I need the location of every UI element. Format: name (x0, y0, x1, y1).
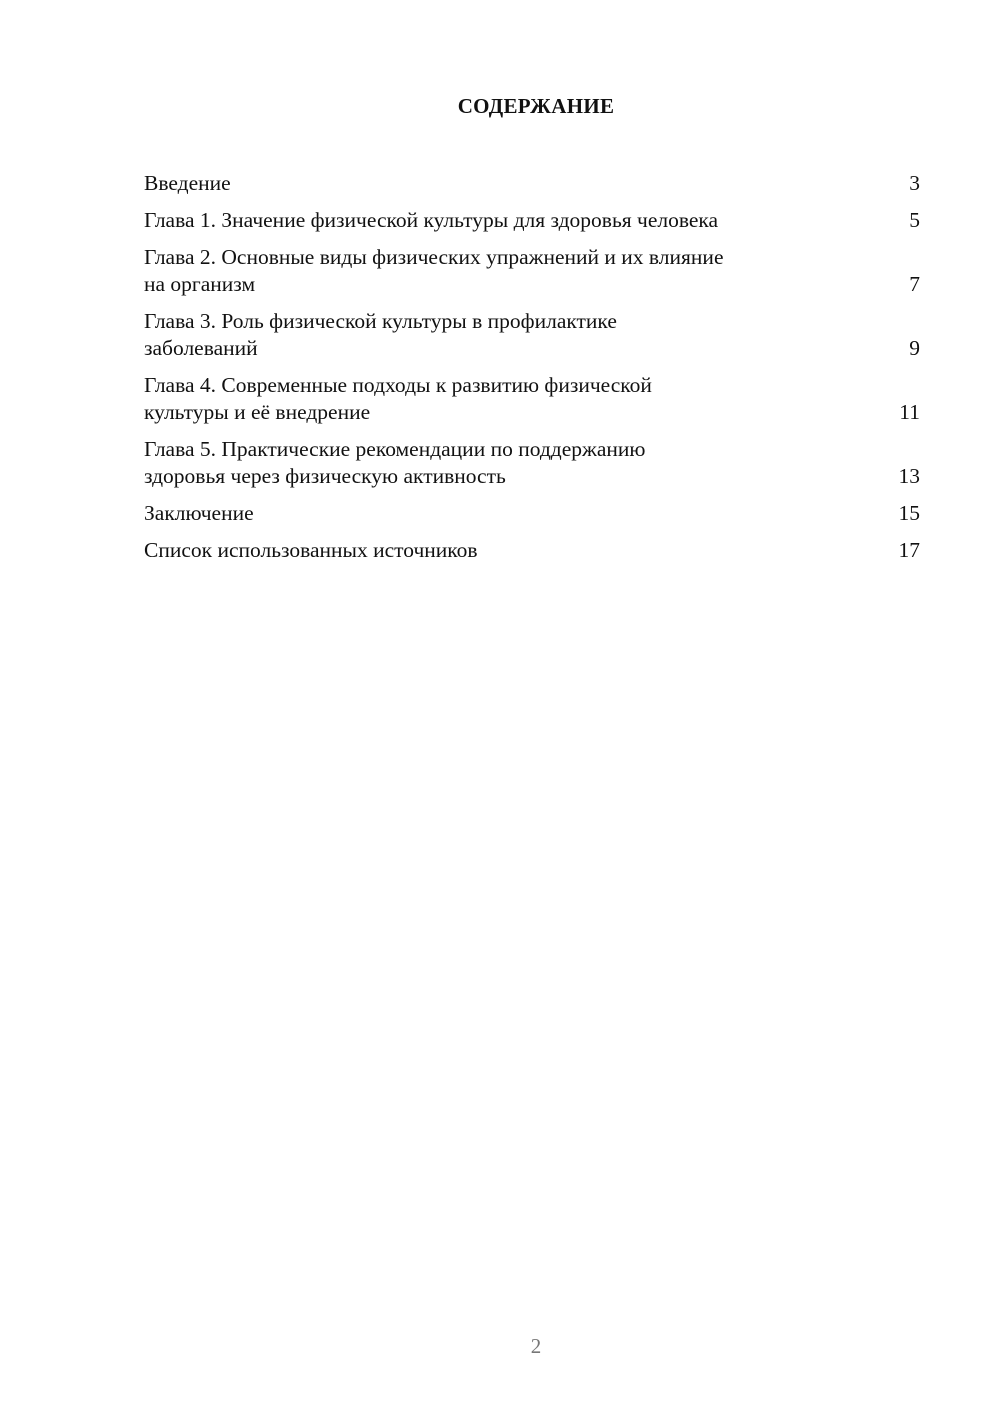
toc-entry-page: 9 (909, 336, 920, 360)
toc-entry-label: Список использованных источников (144, 538, 478, 562)
toc-entry-page: 11 (899, 400, 920, 424)
toc-entry-label: Глава 5. Практические рекомендации по поддержанию здоровья через физическую активность (144, 437, 646, 488)
toc-entry-conclusion[interactable] (144, 500, 920, 527)
toc-entry-page: 3 (909, 171, 920, 195)
toc-entry-label: Глава 3. Роль физической культуры в профилактике заболеваний (144, 309, 617, 360)
toc-entry-chapter-4[interactable] (144, 372, 920, 426)
toc-entry-introduction[interactable] (144, 170, 920, 197)
toc-entry-page: 15 (898, 501, 920, 525)
toc-entry-chapter-3[interactable] (144, 308, 920, 362)
toc-entry-references[interactable] (144, 537, 920, 564)
toc-title: СОДЕРЖАНИЕ (457, 94, 615, 118)
toc-entry-page: 5 (909, 208, 920, 232)
toc-entry-label: Глава 1. Значение физической культуры для здоровья человека (144, 208, 719, 232)
page-number: 2 (530, 1334, 542, 1358)
toc-entry-page: 13 (898, 464, 920, 488)
toc-entry-page: 7 (909, 272, 920, 296)
toc-entry-label: Введение (144, 171, 231, 195)
toc-entry-chapter-1[interactable] (144, 207, 920, 234)
toc-entry-chapter-5[interactable] (144, 436, 920, 490)
table-of-contents (144, 170, 920, 574)
toc-entry-label: Заключение (144, 501, 254, 525)
toc-entry-label: Глава 2. Основные виды физических упражнений и их влияние на организм (144, 245, 724, 296)
toc-entry-page: 17 (898, 538, 920, 562)
toc-entry-chapter-2[interactable] (144, 244, 920, 298)
toc-entry-label: Глава 4. Современные подходы к развитию физической культуры и её внедрение (144, 373, 652, 424)
